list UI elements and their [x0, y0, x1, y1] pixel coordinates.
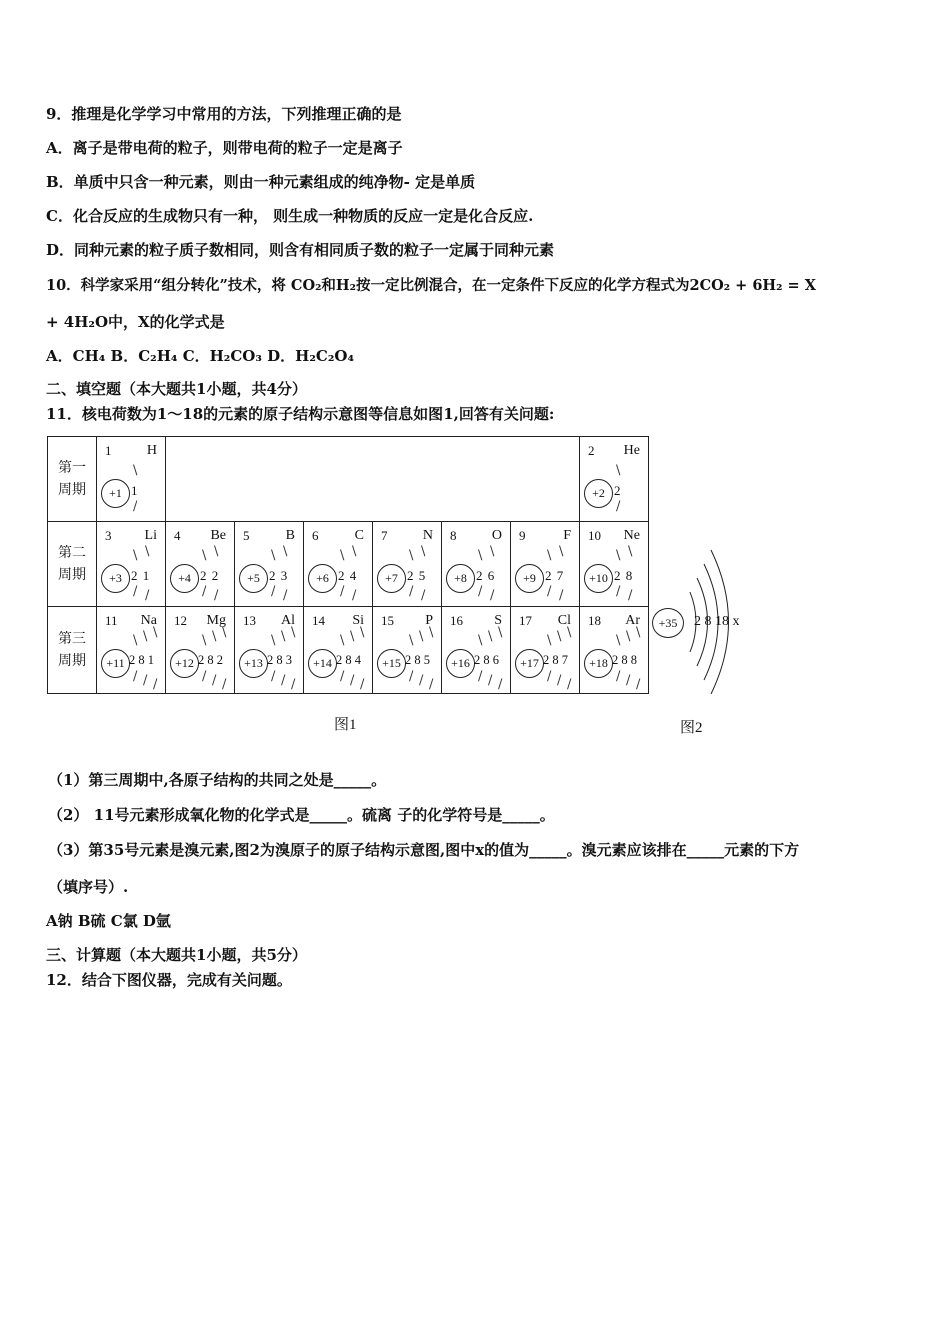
shell-electrons: 2 8 5 [405, 653, 430, 667]
shell-arc-mark: / [202, 669, 207, 684]
shell-arc-mark: / [616, 584, 621, 599]
shell-arc-mark: / [340, 584, 345, 599]
element-symbol: Ar [625, 613, 640, 628]
shell-arc-mark: / [478, 584, 483, 599]
shell-arc-mark: \ [202, 548, 207, 563]
element-cell-n [373, 522, 442, 607]
element-cell-ar [580, 607, 649, 694]
shell-arc-mark: \ [133, 548, 138, 563]
shell-arc-mark: \ [133, 633, 138, 648]
shell-arc-mark: / [488, 673, 493, 688]
shell-arc-mark: \ [340, 633, 345, 648]
nucleus: +6 [308, 564, 337, 593]
q11-part2: （2） 11号元素形成氧化物的化学式是_____。硫离 子的化学符号是_____。 [48, 806, 555, 824]
shell-arc-mark: / [498, 677, 503, 692]
element-cell-h [97, 437, 166, 522]
shell-arc-mark: / [143, 673, 148, 688]
shell-arc-mark: / [153, 677, 158, 692]
nucleus: +18 [584, 649, 613, 678]
nucleus: +13 [239, 649, 268, 678]
shell-electrons: 2 3 [269, 568, 289, 583]
shell-arc-mark: \ [547, 633, 552, 648]
q11-part3-line1: （3）第35号元素是溴元素,图2为溴原子的原子结构示意图,图中x的值为_____。溴元素应该排在_____元素的下方 [48, 841, 800, 859]
atomic-number: 3 [105, 528, 112, 543]
shell-arc-mark: \ [409, 548, 414, 563]
shell-arc-mark: / [557, 673, 562, 688]
periodic-table-figure [47, 436, 649, 694]
atomic-number: 4 [174, 528, 181, 543]
shell-arc-mark: / [202, 584, 207, 599]
shell-arc-mark: \ [419, 629, 424, 644]
element-cell-al [235, 607, 304, 694]
shell-arc-mark: / [421, 588, 426, 603]
element-symbol: Cl [557, 613, 571, 628]
nucleus: +14 [308, 649, 337, 678]
element-symbol: S [494, 613, 502, 628]
shell-arc-mark: \ [567, 625, 572, 640]
shell-arc-mark: / [409, 669, 414, 684]
nucleus: +10 [584, 564, 613, 593]
shell-arc-mark: / [616, 499, 621, 514]
shell-arc-mark: / [628, 588, 633, 603]
atomic-number: 9 [519, 528, 526, 543]
shell-arc-mark: / [409, 584, 414, 599]
section-2-heading: 二、填空题（本大题共1小题，共4分） [46, 380, 307, 398]
shell-arc-mark: \ [271, 633, 276, 648]
element-symbol: B [285, 528, 295, 543]
shell-arc-mark: \ [636, 625, 641, 640]
element-symbol: Mg [206, 613, 226, 628]
element-cell-mg [166, 607, 235, 694]
shell-electrons: 2 8 4 [336, 653, 361, 667]
q11-options: A钠 B硫 C氯 D氩 [46, 912, 171, 930]
shell-electrons: 2 8 7 [543, 653, 568, 667]
nucleus: +16 [446, 649, 475, 678]
q12-stem: 12．结合下图仪器，完成有关问题。 [46, 971, 292, 989]
nucleus: +7 [377, 564, 406, 593]
shell-arc-mark: \ [547, 548, 552, 563]
shell-arc-mark: \ [616, 463, 621, 478]
shell-arc-mark: \ [490, 544, 495, 559]
q9-option-c: C．化合反应的生成物只有一种， 则生成一种物质的反应一定是化合反应. [46, 207, 534, 225]
element-cell-p [373, 607, 442, 694]
q10-options: A．CH₄ B．C₂H₄ C．H₂CO₃ D．H₂C₂O₄ [46, 347, 355, 365]
shell-electrons: 2 6 [476, 568, 496, 583]
atomic-number: 12 [174, 613, 187, 628]
nucleus: +1 [101, 479, 130, 508]
nucleus: +12 [170, 649, 199, 678]
shell-arc-mark: / [490, 588, 495, 603]
shell-arc-mark: \ [214, 544, 219, 559]
q9-option-d: D．同种元素的粒子质子数相同，则含有相同质子数的粒子一定属于同种元素 [46, 241, 555, 259]
q9-stem: 9．推理是化学学习中常用的方法，下列推理正确的是 [46, 105, 402, 123]
element-cell-be [166, 522, 235, 607]
element-cell-o [442, 522, 511, 607]
shell-arc-mark: \ [281, 629, 286, 644]
element-cell-na [97, 607, 166, 694]
atomic-number: 13 [243, 613, 256, 628]
figure-1-caption: 图1 [334, 717, 357, 733]
shell-arc-mark: \ [488, 629, 493, 644]
shell-arc-mark: \ [628, 544, 633, 559]
element-symbol: Li [144, 528, 157, 543]
element-cell-f [511, 522, 580, 607]
q11-stem: 11．核电荷数为1～18的元素的原子结构示意图等信息如图1,回答有关问题: [46, 405, 555, 423]
shell-arc-mark: / [283, 588, 288, 603]
element-cell-b [235, 522, 304, 607]
q11-part1: （1）第三周期中,各原子结构的共同之处是_____。 [48, 771, 387, 789]
atomic-number: 1 [105, 443, 112, 458]
shell-arc-mark: \ [153, 625, 158, 640]
nucleus: +4 [170, 564, 199, 593]
shell-arc-mark: \ [145, 544, 150, 559]
q10-stem-line1: 10．科学家采用“组分转化”技术，将 CO₂和H₂按一定比例混合，在一定条件下反应的化学方程式为2CO₂ + 6H₂ = X [46, 277, 816, 294]
q9-option-a: A．离子是带电荷的粒子，则带电荷的粒子一定是离子 [46, 139, 403, 157]
shell-arc-mark: \ [409, 633, 414, 648]
element-cell-cl [511, 607, 580, 694]
shell-arc-mark: \ [271, 548, 276, 563]
shell-electrons: 2 [614, 483, 622, 498]
shell-arc-mark: \ [202, 633, 207, 648]
shell-arc-mark: / [222, 677, 227, 692]
shell-arc-mark: / [350, 673, 355, 688]
shell-arc-mark: \ [283, 544, 288, 559]
shell-arc-mark: \ [360, 625, 365, 640]
q9-option-b: B．单质中只含一种元素，则由一种元素组成的纯净物- 定是单质 [46, 173, 476, 191]
element-cell-c [304, 522, 373, 607]
shell-electrons: 2 8 3 [267, 653, 292, 667]
atomic-number: 5 [243, 528, 250, 543]
nucleus: +17 [515, 649, 544, 678]
shell-arc-mark: \ [352, 544, 357, 559]
period-label-1: 第一 周期 [48, 437, 97, 522]
element-symbol: Na [140, 613, 157, 628]
shell-arc-mark: \ [340, 548, 345, 563]
bromine-atom-diagram [652, 548, 752, 698]
shell-electrons: 2 7 [545, 568, 565, 583]
shell-arc-mark: / [212, 673, 217, 688]
atomic-number: 15 [381, 613, 394, 628]
nucleus: +9 [515, 564, 544, 593]
figure-2-caption: 图2 [680, 720, 703, 736]
bromine-nucleus: +35 [652, 608, 684, 638]
element-symbol: O [491, 528, 502, 543]
shell-arc-mark: / [340, 669, 345, 684]
element-symbol: N [422, 528, 433, 543]
shell-arc-mark: / [133, 499, 138, 514]
shell-arc-mark: \ [429, 625, 434, 640]
shell-arc-mark: \ [557, 629, 562, 644]
shell-arc-mark: / [291, 677, 296, 692]
shell-arc-mark: \ [498, 625, 503, 640]
shell-arc-mark: \ [478, 548, 483, 563]
shell-electrons: 2 2 [200, 568, 220, 583]
q10-stem-line2: + 4H₂O中，X的化学式是 [46, 313, 225, 331]
element-symbol: P [425, 613, 433, 628]
element-symbol: Si [352, 613, 364, 628]
shell-arc-mark: / [281, 673, 286, 688]
element-symbol: Al [281, 613, 295, 628]
shell-electrons: 1 [131, 483, 139, 498]
atomic-number: 17 [519, 613, 532, 628]
element-symbol: H [146, 443, 157, 458]
element-symbol: C [354, 528, 364, 543]
period-label-2: 第二 周期 [48, 522, 97, 607]
shell-electrons: 2 8 2 [198, 653, 223, 667]
shell-arc-mark: / [567, 677, 572, 692]
element-cell-si [304, 607, 373, 694]
shell-arc-mark: \ [212, 629, 217, 644]
shell-electrons: 2 8 8 [612, 653, 637, 667]
section-3-heading: 三、计算题（本大题共1小题，共5分） [46, 946, 307, 964]
element-symbol: He [623, 443, 640, 458]
shell-arc-mark: / [133, 669, 138, 684]
shell-electrons: 2 1 [131, 568, 151, 583]
atomic-number: 8 [450, 528, 457, 543]
shell-arc-mark: / [616, 669, 621, 684]
shell-arc-mark: / [478, 669, 483, 684]
nucleus: +8 [446, 564, 475, 593]
nucleus: +3 [101, 564, 130, 593]
shell-arc-mark: / [626, 673, 631, 688]
atomic-number: 7 [381, 528, 388, 543]
shell-arc-mark: \ [616, 633, 621, 648]
shell-electrons: 2 8 1 [129, 653, 154, 667]
shell-electrons: 2 8 [614, 568, 634, 583]
shell-arc-mark: \ [478, 633, 483, 648]
shell-arc-mark: / [547, 584, 552, 599]
shell-arc-mark: / [559, 588, 564, 603]
shell-arc-mark: / [429, 677, 434, 692]
q11-part3-line2: （填序号）. [48, 878, 129, 896]
atomic-number: 6 [312, 528, 319, 543]
shell-arc-mark: \ [222, 625, 227, 640]
atomic-number: 16 [450, 613, 463, 628]
shell-arc-mark: \ [350, 629, 355, 644]
shell-arc-mark: / [271, 584, 276, 599]
element-symbol: Ne [623, 528, 640, 543]
shell-arc-mark: / [419, 673, 424, 688]
shell-arc-mark: / [352, 588, 357, 603]
element-cell-li [97, 522, 166, 607]
shell-arc-mark: / [133, 584, 138, 599]
element-symbol: Be [210, 528, 226, 543]
nucleus: +11 [101, 649, 130, 678]
shell-arc-mark: / [214, 588, 219, 603]
atomic-number: 10 [588, 528, 601, 543]
shell-arc-mark: \ [421, 544, 426, 559]
element-cell-he [580, 437, 649, 522]
shell-arc-mark: / [360, 677, 365, 692]
nucleus: +5 [239, 564, 268, 593]
shell-arc-mark: \ [616, 548, 621, 563]
shell-arc-mark: \ [626, 629, 631, 644]
shell-arc-mark: / [145, 588, 150, 603]
shell-arc-mark: / [547, 669, 552, 684]
shell-arc-mark: \ [143, 629, 148, 644]
nucleus: +15 [377, 649, 406, 678]
shell-arc-mark: \ [559, 544, 564, 559]
atomic-number: 14 [312, 613, 325, 628]
bromine-shell-electrons: 2 8 18 x [694, 614, 740, 629]
element-cell-ne [580, 522, 649, 607]
atomic-number: 11 [105, 613, 118, 628]
nucleus: +2 [584, 479, 613, 508]
shell-arc-mark: / [636, 677, 641, 692]
shell-arc-mark: / [271, 669, 276, 684]
atomic-number: 2 [588, 443, 595, 458]
shell-electrons: 2 5 [407, 568, 427, 583]
shell-arc-mark: \ [291, 625, 296, 640]
shell-arc-mark: \ [133, 463, 138, 478]
element-cell-s [442, 607, 511, 694]
shell-electrons: 2 8 6 [474, 653, 499, 667]
period-label-3: 第三 周期 [48, 607, 97, 694]
element-symbol: F [563, 528, 571, 543]
atomic-number: 18 [588, 613, 601, 628]
shell-electrons: 2 4 [338, 568, 358, 583]
